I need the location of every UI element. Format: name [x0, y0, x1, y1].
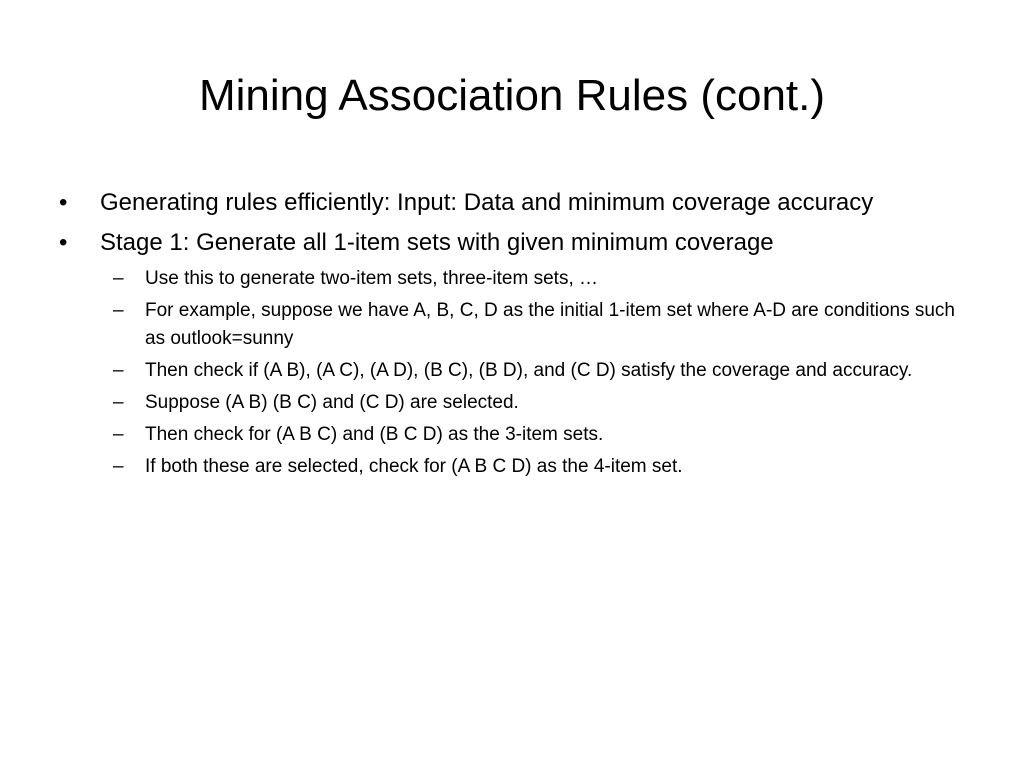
sub-bullet-item [56, 421, 965, 449]
dash-marker: – [113, 424, 124, 445]
bullet-text: Stage 1: Generate all 1-item sets with given minimum coverage [100, 229, 774, 256]
sub-bullet-item [56, 357, 965, 385]
sub-bullet-text: For example, suppose we have A, B, C, D as the initial 1-item set where A-D are conditions such as outlook=sunny [145, 300, 955, 349]
sub-bullet-text: Then check for (A B C) and (B C D) as the 3-item sets. [145, 424, 604, 445]
slide-title: Mining Association Rules (cont.) [198, 71, 826, 120]
dash-marker: – [113, 456, 124, 477]
sub-bullet-text: If both these are selected, check for (A B C D) as the 4-item set. [145, 456, 683, 477]
slide-body [56, 185, 976, 485]
sub-bullet-text: Then check if (A B), (A C), (A D), (B C), (B D), and (C D) satisfy the coverage and accuracy. [145, 360, 913, 381]
bullet-item [56, 225, 976, 260]
sub-bullet-item [56, 297, 965, 353]
dash-marker: – [113, 268, 124, 289]
sub-bullet-text: Suppose (A B) (B C) and (C D) are selected. [145, 392, 519, 413]
bullet-item [56, 185, 976, 220]
sub-bullet-item [56, 265, 965, 293]
sub-bullet-text: Use this to generate two-item sets, three-item sets, … [145, 268, 599, 289]
sub-bullet-item [56, 389, 965, 417]
sub-bullet-item [56, 453, 965, 481]
bullet-marker: • [59, 189, 68, 216]
bullet-text: Generating rules efficiently: Input: Data and minimum coverage accuracy [100, 189, 874, 216]
dash-marker: – [113, 392, 124, 413]
dash-marker: – [113, 300, 124, 321]
dash-marker: – [113, 360, 124, 381]
bullet-marker: • [59, 229, 68, 256]
sub-bullet-list [56, 265, 976, 481]
